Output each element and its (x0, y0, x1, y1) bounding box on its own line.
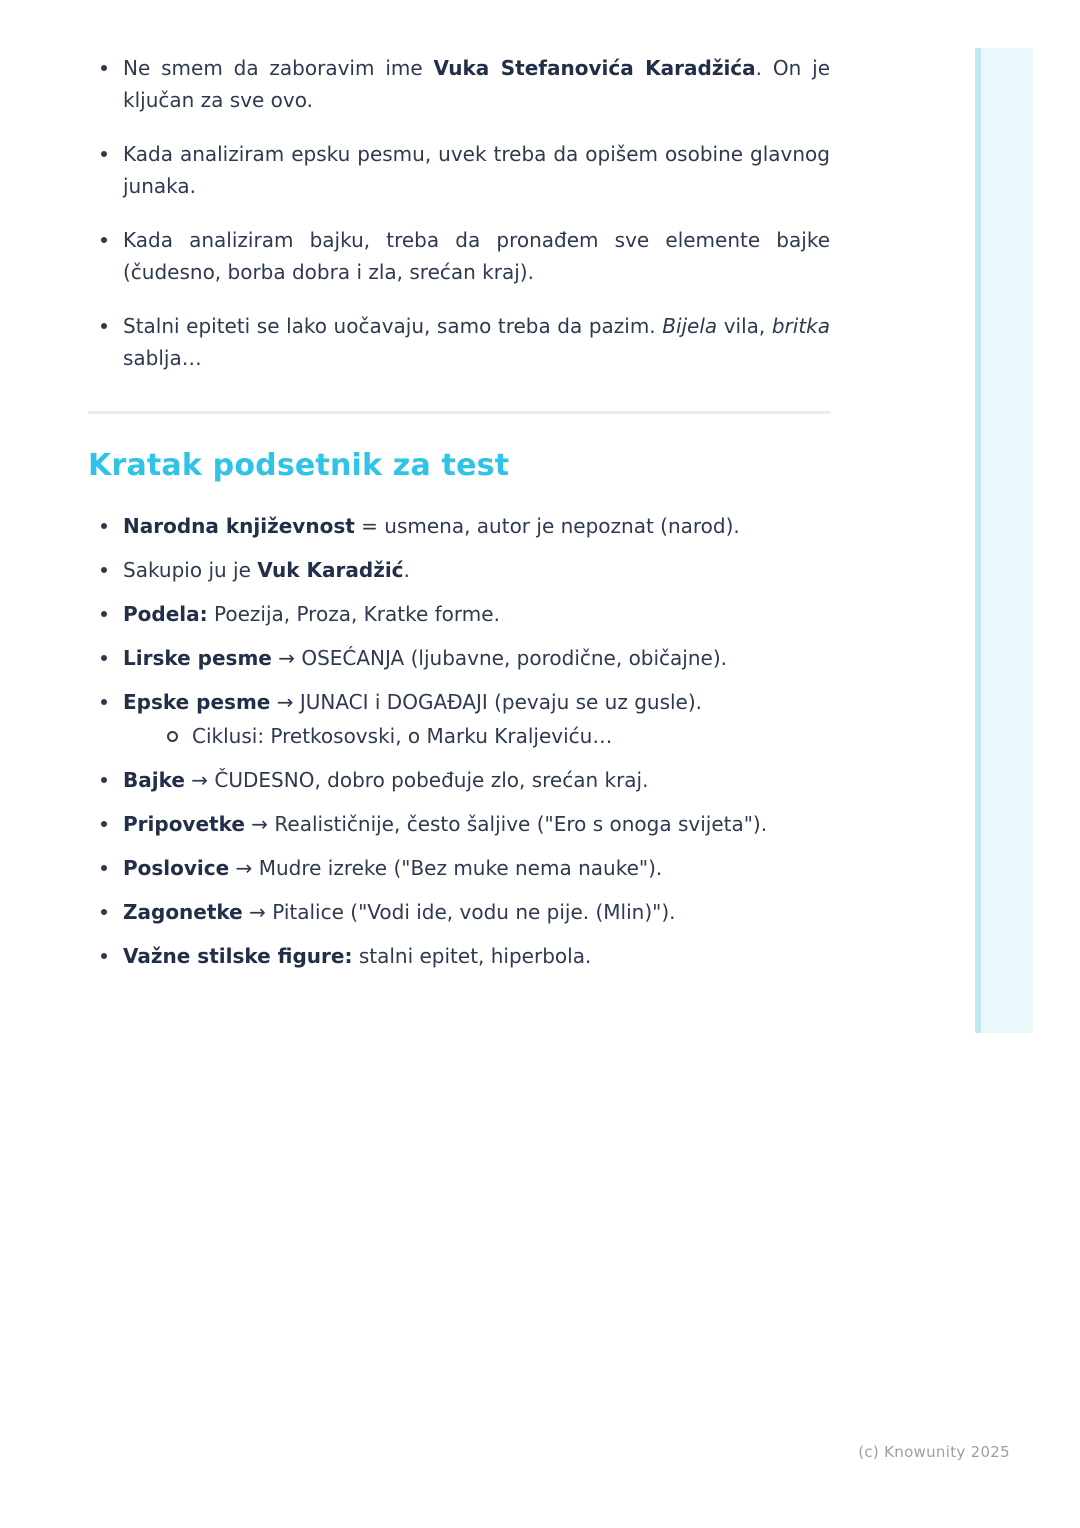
bullet-dot-icon (101, 655, 107, 661)
text-segment: Lirske pesme (123, 646, 272, 670)
text-segment: vila, (717, 314, 772, 338)
reminder-list (88, 510, 830, 972)
list-item (88, 686, 830, 752)
sub-list (158, 720, 830, 752)
text-segment: → Realističnije, često šaljive ("Ero s onoga svijeta"). (244, 812, 768, 836)
list-item (88, 852, 830, 884)
list-item (88, 598, 830, 630)
notes-list (88, 52, 830, 374)
text-segment: Stalni epiteti se lako uočavaju, samo treba da pazim. (123, 314, 663, 338)
list-item (88, 554, 830, 586)
text-segment: Važne stilske figure: (123, 944, 353, 968)
bullet-circle-icon (167, 731, 178, 742)
text-segment: Podela: (123, 602, 208, 626)
text-segment: → Mudre izreke ("Bez muke nema nauke"). (229, 856, 663, 880)
text-segment: Bijela (662, 314, 718, 338)
text-segment: → OSEĆANJA (ljubavne, porodične, običajne). (271, 646, 728, 670)
bullet-dot-icon (101, 953, 107, 959)
notes-content (88, 52, 830, 972)
text-segment: . (403, 558, 410, 582)
text-segment: stalni epitet, hiperbola. (352, 944, 592, 968)
bullet-dot-icon (101, 151, 107, 157)
text-segment: Narodna književnost (123, 514, 355, 538)
section-heading: Kratak podsetnik za test (88, 448, 510, 483)
sub-list-item (158, 720, 830, 752)
list-item (88, 52, 830, 116)
bullet-dot-icon (101, 65, 107, 71)
list-item (88, 310, 830, 374)
bullet-dot-icon (101, 611, 107, 617)
text-segment: Sakupio ju je (123, 558, 258, 582)
bullet-dot-icon (101, 865, 107, 871)
bullet-dot-icon (101, 567, 107, 573)
bullet-dot-icon (101, 237, 107, 243)
text-segment: Kada analiziram bajku, treba da pronađem sve elemente bajke (čudesno, borba dobra i zla, srećan kraj). (123, 228, 830, 284)
bullet-dot-icon (101, 699, 107, 705)
text-segment: Kada analiziram epsku pesmu, uvek treba da opišem osobine glavnog junaka. (123, 142, 830, 198)
text-segment: → Pitalice ("Vodi ide, vodu ne pije. (Mlin)"). (242, 900, 676, 924)
copyright-footer: (c) Knowunity 2025 (858, 1443, 1010, 1461)
bullet-dot-icon (101, 777, 107, 783)
list-item (88, 808, 830, 840)
text-segment: Zagonetke (123, 900, 243, 924)
text-segment: → ČUDESNO, dobro pobeđuje zlo, srećan kraj. (184, 768, 649, 792)
text-segment: → JUNACI i DOGAĐAJI (pevaju se uz gusle). (270, 690, 703, 714)
list-item (88, 940, 830, 972)
text-segment: Ne smem da zaboravim ime (123, 56, 434, 80)
bullet-dot-icon (101, 323, 107, 329)
bullet-dot-icon (101, 909, 107, 915)
bullet-dot-icon (101, 523, 107, 529)
list-item (88, 138, 830, 202)
text-segment: . On je ključan za sve ovo. (123, 56, 830, 112)
text-segment: sablja… (123, 346, 202, 370)
list-item (88, 224, 830, 288)
text-segment: britka (771, 314, 830, 338)
list-item (88, 510, 830, 542)
bullet-dot-icon (101, 821, 107, 827)
text-segment: Vuk Karadžić (257, 558, 404, 582)
side-accent-strip (975, 48, 1033, 1033)
list-item (88, 896, 830, 928)
text-segment: Epske pesme (123, 690, 271, 714)
list-item (88, 642, 830, 674)
list-item (88, 764, 830, 796)
text-segment: Pripovetke (123, 812, 245, 836)
text-segment: Poezija, Proza, Kratke forme. (207, 602, 500, 626)
text-segment: Ciklusi: Pretkosovski, o Marku Kraljeviću… (192, 724, 613, 748)
text-segment: Vuka Stefanovića Karadžića (433, 56, 756, 80)
text-segment: Bajke (123, 768, 185, 792)
text-segment: = usmena, autor je nepoznat (narod). (354, 514, 740, 538)
section-divider (88, 411, 830, 414)
text-segment: Poslovice (123, 856, 230, 880)
